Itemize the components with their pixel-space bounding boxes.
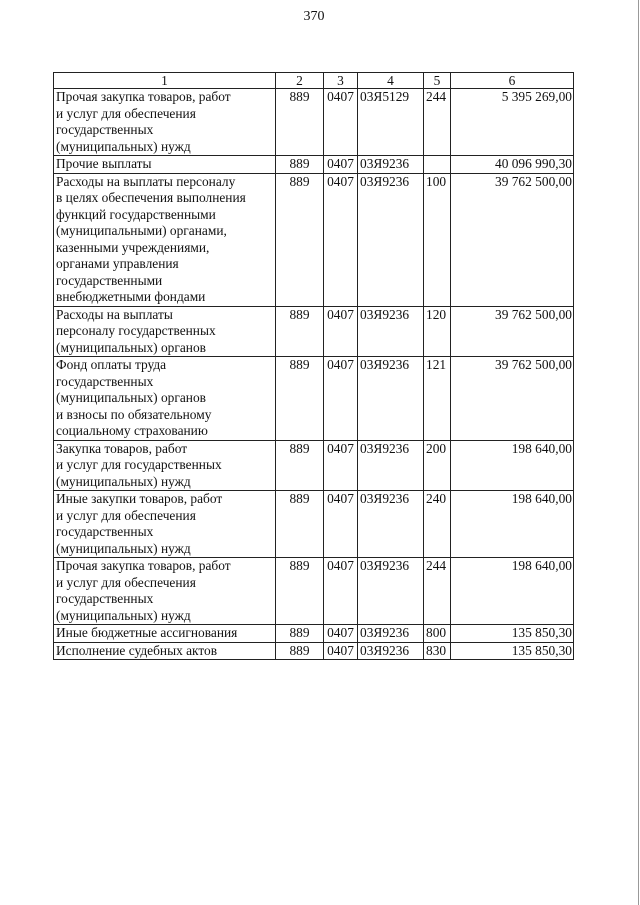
cell-item-name: [54, 625, 276, 643]
cell-item-name: [54, 642, 276, 660]
column-header-1: 1: [54, 73, 276, 89]
cell-admin-code: 889: [276, 625, 324, 643]
cell-expense-type: 800: [424, 625, 451, 643]
item-name-line: и услуг для государственных: [56, 457, 222, 472]
cell-admin-code: 889: [276, 558, 324, 625]
cell-item-name: [54, 306, 276, 357]
cell-expense-type: 100: [424, 173, 451, 306]
cell-section-code: 0407: [324, 156, 358, 174]
cell-item-name: [54, 156, 276, 174]
cell-admin-code: 889: [276, 156, 324, 174]
cell-amount: 5 395 269,00: [451, 89, 574, 156]
scan-edge-line: [638, 0, 639, 905]
cell-target-article: 03Я9236: [358, 306, 424, 357]
table-row: [54, 558, 574, 625]
cell-item-name: [54, 357, 276, 441]
cell-item-name: [54, 558, 276, 625]
budget-table: [53, 72, 574, 660]
cell-amount: 39 762 500,00: [451, 357, 574, 441]
item-name-line: (муниципальных) нужд: [56, 607, 191, 623]
cell-admin-code: 889: [276, 642, 324, 660]
table-row: [54, 440, 574, 491]
cell-expense-type: 244: [424, 89, 451, 156]
cell-section-code: 0407: [324, 558, 358, 625]
item-name-line: Исполнение судебных актов: [56, 642, 218, 658]
cell-target-article: 03Я5129: [358, 89, 424, 156]
cell-admin-code: 889: [276, 357, 324, 441]
table-row: [54, 173, 574, 306]
item-name-line: Фонд оплаты труда: [56, 357, 167, 372]
item-name-line: Прочая закупка товаров, работ: [56, 558, 231, 573]
item-name-line: (муниципальных) нужд: [56, 540, 191, 556]
column-header-6: 6: [451, 73, 574, 89]
column-header-3: 3: [324, 73, 358, 89]
cell-amount: 135 850,30: [451, 642, 574, 660]
cell-target-article: 03Я9236: [358, 357, 424, 441]
cell-target-article: 03Я9236: [358, 642, 424, 660]
cell-admin-code: 889: [276, 89, 324, 156]
cell-target-article: 03Я9236: [358, 625, 424, 643]
cell-admin-code: 889: [276, 173, 324, 306]
cell-expense-type: 830: [424, 642, 451, 660]
item-name-line: Закупка товаров, работ: [56, 440, 188, 456]
cell-admin-code: 889: [276, 491, 324, 558]
item-name-line: государственных: [56, 122, 154, 137]
item-name-line: (муниципальными) органами,: [56, 223, 227, 238]
item-name-line: (муниципальных) органов: [56, 339, 206, 355]
cell-item-name: [54, 89, 276, 156]
item-name-line: Прочие выплаты: [56, 156, 152, 171]
table-body: [54, 89, 574, 660]
item-name-line: государственными: [56, 272, 163, 288]
table-row: [54, 306, 574, 357]
item-name-line: Прочая закупка товаров, работ: [56, 89, 231, 104]
item-name-line: и услуг для обеспечения: [56, 105, 196, 121]
cell-amount: 198 640,00: [451, 440, 574, 491]
cell-amount: 39 762 500,00: [451, 306, 574, 357]
cell-expense-type: [424, 156, 451, 174]
cell-amount: 198 640,00: [451, 558, 574, 625]
header-row: [54, 73, 574, 89]
item-name-line: Расходы на выплаты персоналу: [56, 173, 236, 189]
cell-target-article: 03Я9236: [358, 440, 424, 491]
item-name-line: (муниципальных) нужд: [56, 138, 191, 154]
cell-target-article: 03Я9236: [358, 491, 424, 558]
item-name-line: внебюджетными фондами: [56, 289, 206, 304]
item-name-line: государственных: [56, 373, 154, 389]
item-name-line: (муниципальных) нужд: [56, 473, 191, 489]
cell-expense-type: 244: [424, 558, 451, 625]
table-row: [54, 357, 574, 441]
table-row: [54, 642, 574, 660]
cell-section-code: 0407: [324, 173, 358, 306]
item-name-line: Иные бюджетные ассигнования: [56, 625, 238, 640]
cell-expense-type: 120: [424, 306, 451, 357]
column-header-4: 4: [358, 73, 424, 89]
column-header-2: 2: [276, 73, 324, 89]
cell-item-name: [54, 440, 276, 491]
cell-section-code: 0407: [324, 625, 358, 643]
cell-section-code: 0407: [324, 642, 358, 660]
cell-section-code: 0407: [324, 491, 358, 558]
column-header-5: 5: [424, 73, 451, 89]
cell-expense-type: 121: [424, 357, 451, 441]
item-name-line: функций государственными: [56, 206, 216, 222]
cell-amount: 198 640,00: [451, 491, 574, 558]
cell-amount: 40 096 990,30: [451, 156, 574, 174]
item-name-line: государственных: [56, 524, 154, 539]
cell-section-code: 0407: [324, 440, 358, 491]
item-name-line: Иные закупки товаров, работ: [56, 491, 223, 506]
cell-section-code: 0407: [324, 306, 358, 357]
table-row: [54, 156, 574, 174]
cell-amount: 135 850,30: [451, 625, 574, 643]
item-name-line: в целях обеспечения выполнения: [56, 190, 246, 205]
cell-target-article: 03Я9236: [358, 173, 424, 306]
table-row: [54, 89, 574, 156]
cell-expense-type: 240: [424, 491, 451, 558]
item-name-line: и услуг для обеспечения: [56, 507, 196, 523]
cell-item-name: [54, 173, 276, 306]
cell-expense-type: 200: [424, 440, 451, 491]
item-name-line: и взносы по обязательному: [56, 406, 212, 422]
cell-amount: 39 762 500,00: [451, 173, 574, 306]
item-name-line: казенными учреждениями,: [56, 239, 210, 255]
item-name-line: (муниципальных) органов: [56, 390, 206, 405]
item-name-line: органами управления: [56, 256, 179, 271]
table-row: [54, 625, 574, 643]
item-name-line: и услуг для обеспечения: [56, 574, 196, 590]
table-row: [54, 491, 574, 558]
cell-target-article: 03Я9236: [358, 558, 424, 625]
item-name-line: государственных: [56, 591, 154, 606]
item-name-line: персоналу государственных: [56, 323, 216, 338]
page-number: 370: [303, 9, 325, 24]
item-name-line: Расходы на выплаты: [56, 306, 173, 322]
cell-admin-code: 889: [276, 306, 324, 357]
cell-admin-code: 889: [276, 440, 324, 491]
item-name-line: социальному страхованию: [56, 423, 208, 438]
cell-section-code: 0407: [324, 89, 358, 156]
cell-target-article: 03Я9236: [358, 156, 424, 174]
cell-section-code: 0407: [324, 357, 358, 441]
cell-item-name: [54, 491, 276, 558]
